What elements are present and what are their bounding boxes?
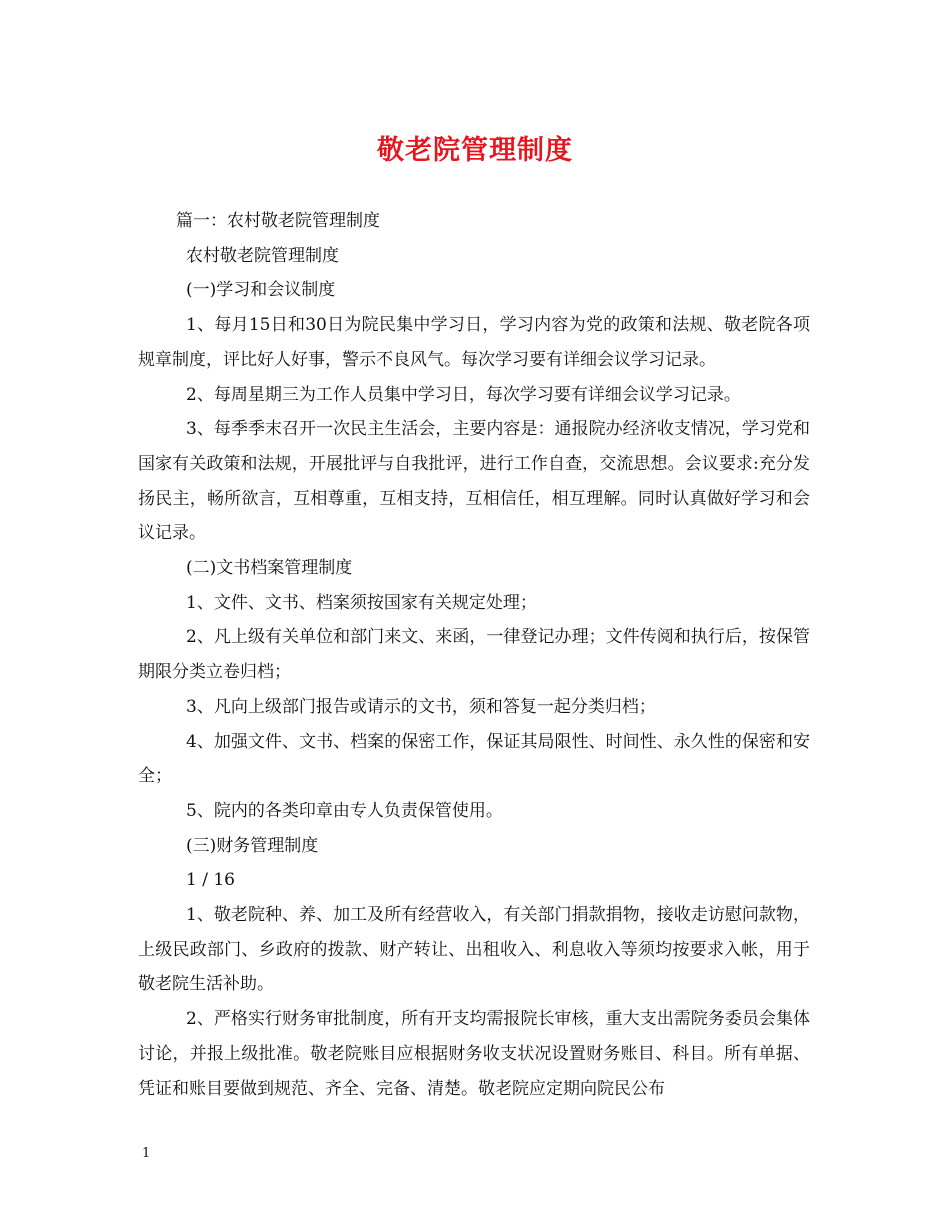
paragraph: 3、每季季末召开一次民主生活会，主要内容是：通报院办经济收支情况，学习党和国家有关政策和法规，开展批评与自我批评，进行工作自查，交流思想。会议要求:充分发扬民主，畅所欲言，互相尊重，互相支持，互相信任，相互理解。同时认真做好学习和会议记录。 [138, 419, 810, 544]
paragraph: 2、每周星期三为工作人员集中学习日，每次学习要有详细会议学习记录。 [186, 384, 741, 405]
document-title: 敬老院管理制度 [377, 135, 573, 166]
document-body [138, 204, 810, 1106]
paragraph: 4、加强文件、文书、档案的保密工作，保证其局限性、时间性、永久性的保密和安全； [138, 731, 810, 787]
section-heading: (一)学习和会议制度 [186, 280, 336, 301]
section-heading: (三)财务管理制度 [186, 835, 319, 856]
paragraph: 2、凡上级有关单位和部门来文、来函，一律登记办理；文件传阅和执行后，按保管期限分类立卷归档； [138, 627, 810, 683]
paragraph: 3、凡向上级部门报告或请示的文书，须和答复一起分类归档； [186, 696, 656, 717]
paragraph: 1、文件、文书、档案须按国家有关规定处理； [186, 592, 537, 613]
page-indicator: 1 / 16 [186, 870, 235, 891]
paragraph: 篇一：农村敬老院管理制度 [176, 211, 380, 231]
paragraph: 农村敬老院管理制度 [186, 245, 339, 266]
paragraph: 1、每月15日和30日为院民集中学习日，学习内容为党的政策和法规、敬老院各项规章制度，评比好人好事，警示不良风气。每次学习要有详细会议学习记录。 [138, 315, 810, 370]
paragraph: 5、院内的各类印章由专人负责保管使用。 [186, 800, 503, 821]
page-number: 1 [142, 1146, 151, 1161]
section-heading: (二)文书档案管理制度 [186, 558, 353, 579]
paragraph: 2、严格实行财务审批制度，所有开支均需报院长审核，重大支出需院务委员会集体讨论，并报上级批准。敬老院账目应根据财务收支状况设置财务账目、科目。所有单据、凭证和账目要做到规范、齐全、完备、清楚。敬老院应定期向院民公布 [138, 1009, 810, 1099]
paragraph: 1、敬老院种、养、加工及所有经营收入，有关部门捐款捐物，接收走访慰问款物，上级民政部门、乡政府的拨款、财产转让、出租收入、利息收入等须均按要求入帐，用于敬老院生活补助。 [138, 905, 810, 995]
